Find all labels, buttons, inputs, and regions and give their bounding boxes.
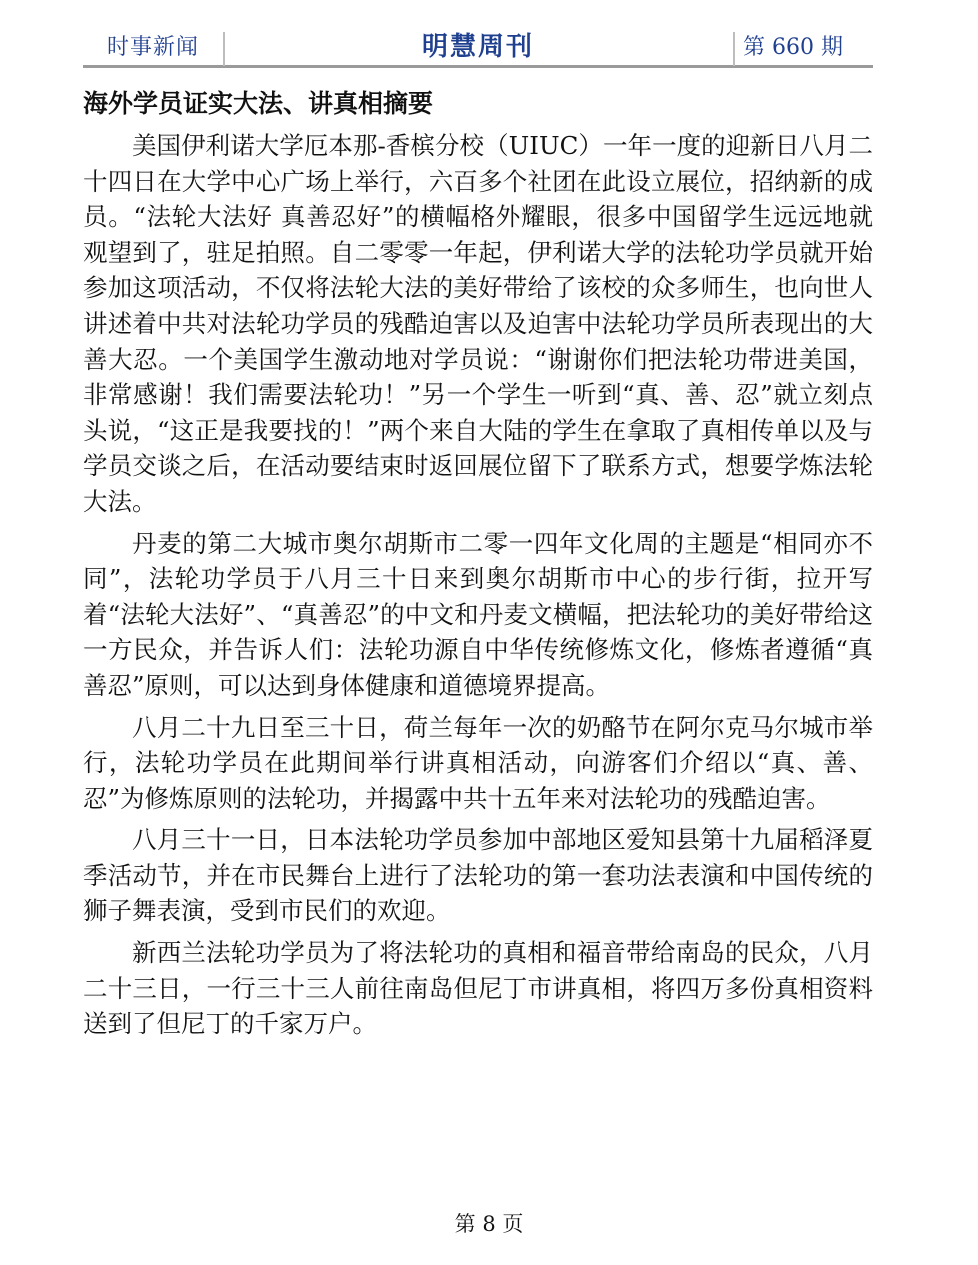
article-paragraph: 丹麦的第二大城市奥尔胡斯市二零一四年文化周的主题是“相同亦不同”，法轮功学员于八月三十日来到奥尔胡斯市中心的步行街，拉开写着“法轮大法好”、“真善忍”的中文和丹麦文横幅，把法轮功的美好带给这一方民众，并告诉人们：法轮功源自中华传统修炼文化，修炼者遵循“真善忍”原则，可以达到身体健康和道德境界提高。 [83, 528, 873, 700]
article-paragraph: 美国伊利诺大学厄本那-香槟分校（UIUC）一年一度的迎新日八月二十四日在大学中心广场上举行，六百多个社团在此设立展位，招纳新的成员。“法轮大法好 真善忍好”的横幅格外耀眼，很多中国留学生远远地就观望到了，驻足拍照。自二零零一年起，伊利诺大学的法轮功学员就开始参加这项活动，不仅将法轮大法的美好带给了该校的众多师生，也向世人讲述着中共对法轮功学员的残酷迫害以及迫害中法轮功学员所表现出的大善大忍。一个美国学生激动地对学员说：“谢谢你们把法轮功带进美国，非常感谢！我们需要法轮功！”另一个学生一听到“真、善、忍”就立刻点头说，“这正是我要找的！”两个来自大陆的学生在拿取了真相传单以及与学员交谈之后，在活动要结束时返回展位留下了联系方式，想要学炼法轮大法。 [83, 131, 873, 516]
article-paragraph: 八月二十九日至三十日，荷兰每年一次的奶酪节在阿尔克马尔城市举行，法轮功学员在此期间举行讲真相活动，向游客们介绍以“真、善、忍”为修炼原则的法轮功，并揭露中共十五年来对法轮功的残酷迫害。 [83, 712, 873, 813]
issue-number: 第 660 期 [743, 35, 843, 60]
article-paragraph: 八月三十一日，日本法轮功学员参加中部地区爱知县第十九届稻泽夏季活动节，并在市民舞台上进行了法轮功的第一套功法表演和中国传统的狮子舞表演，受到市民们的欢迎。 [83, 825, 873, 926]
article [83, 84, 873, 1048]
header-divider-right [733, 32, 735, 66]
publication-title: 明慧周刊 [421, 32, 534, 62]
page-number: 第 8 页 [454, 1212, 524, 1236]
article-paragraph: 新西兰法轮功学员为了将法轮功的真相和福音带给南岛的民众，八月二十三日，一行三十三人前往南岛但尼丁市讲真相，将四万多份真相资料送到了但尼丁的千家万户。 [83, 938, 873, 1039]
page-header [83, 24, 873, 68]
section-label: 时事新闻 [107, 35, 200, 60]
article-title: 海外学员证实大法、讲真相摘要 [83, 89, 434, 118]
